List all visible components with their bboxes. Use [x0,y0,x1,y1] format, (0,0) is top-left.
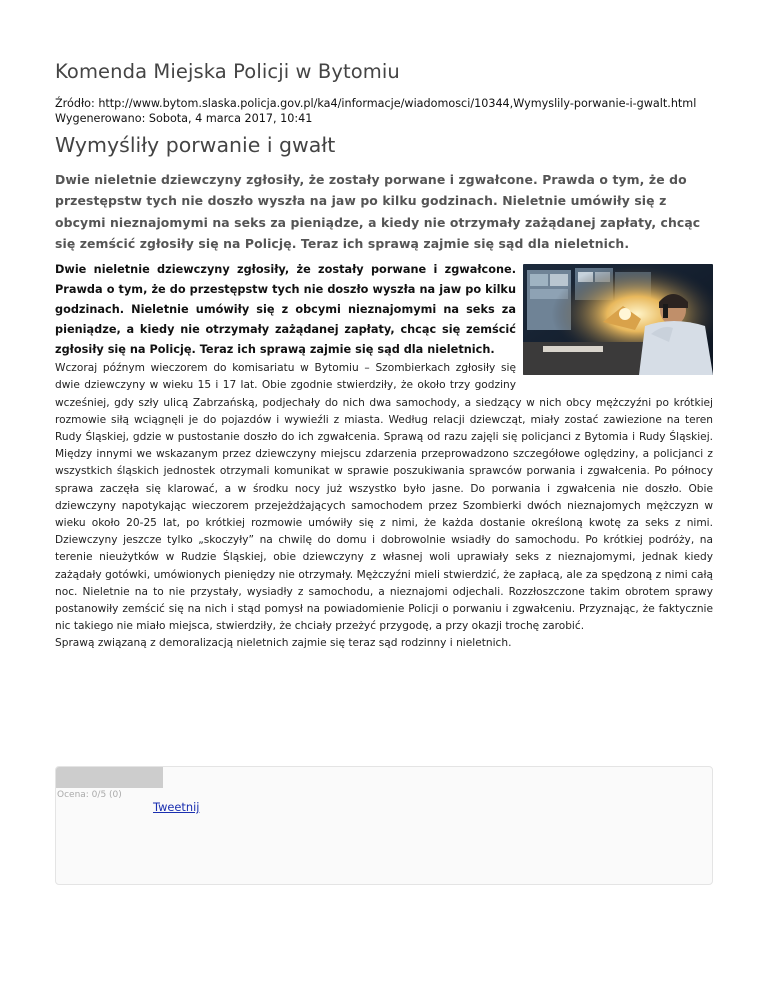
article-closing: Sprawą związaną z demoralizacją nieletnich zajmie się teraz sąd rodzinny i nieletnich. [55,637,512,650]
rating-label: Ocena: 0/5 (0) [57,790,122,800]
article-body-text: Wczoraj późnym wieczorem do komisariatu w Bytomiu – Szombierkach zgłosiły się dwie dziewczyny w wieku 15 i 17 lat. Obie zgodnie stwierdziły, że około trzy godziny wcześniej, gdy szły ulicą Zabrzańską, podjechały do nich dwa samochody, a siedzący w nich obcy mężczyźni po krótkiej rozmowie siłą wciągnęli je do pojazdów i wywieźli z miasta. Według relacji dziewcząt, miały zostać zawiezione na teren Rudy Śląskiej, gdzie w pustostanie doszło do ich zgwałcenia. Sprawą od razu zajęli się policjanci z Bytomia i Rudy Śląskiej. Między innymi we wskazanym przez dziewczyny miejscu zdarzenia przeprowadzono szczegółowe oględziny, a policjanci z wszystkich śląskich jednostek otrzymali komunikat w sprawie poszukiwania sprawców porwania i zgwałcenia. Po północy sprawa zaczęła się klarować, a w środku nocy już wszystko było jasne. Do porwania i zgwałcenia nie doszło. Obie dziewczyny napotykając wieczorem przejeżdżających samochodem przez Szombierki dwóch nieznajomych mężczyzn w wieku około 20-25 lat, po krótkiej rozmowie umówiły się z nimi, że każda dostanie określoną kwotę za seks z nimi. Dziewczyny jeszcze tylko „skoczyły” na chwilę do domu i dobrowolnie wsiadły do samochodu. Po krótkiej podróży, na terenie nieużytków w Rudzie Śląskiej, obie dziewczyny z własnej woli uprawiały seks z nieznajomymi, jednak kiedy zażądały gotówki, umówionych pieniędzy nie otrzymały. Mężczyźni mieli stwierdzić, że zapłacą, ale za spędzoną z nimi całą noc. Nieletnie na to nie przystały, wysiadły z samochodu, a nieznajomi odjechali. Rozzłoszczone takim obrotem sprawy postanowiły zemścić się na nich i stąd pomysł na powiadomienie Policji o porwaniu i zgwałceniu. Przyznając, że faktycznie nic takiego nie miało miejsca, stwierdziły, że chciały przeżyć przygodę, a przy okazji trochę zarobić. [55,362,713,633]
site-title: Komenda Miejska Policji w Bytomiu [55,60,400,83]
article-lead: Dwie nieletnie dziewczyny zgłosiły, że zostały porwane i zgwałcone. Prawda o tym, że do przestępstw tych nie doszło wyszła na jaw po kilku godzinach. Nieletnie umówiły się z obcymi nieznajomymi na seks za pieniądze, a kiedy nie otrzymały zażądanej zapłaty, chcąc się zemścić zgłosiły się na Policję. Teraz ich sprawą zajmie się sąd dla nieletnich. [55,172,701,251]
article-intro: Dwie nieletnie dziewczyny zgłosiły, że zostały porwane i zgwałcone. Prawda o tym, że do przestępstw tych nie doszło wyszła na jaw po kilku godzinach. Nieletnie umówiły się z obcymi nieznajomymi na seks za pieniądze, a kiedy nie otrzymały zażądanej zapłaty, chcąc się zemścić zgłosiły się na Policję. Teraz ich sprawą zajmie się sąd dla nieletnich. [55,263,516,357]
rating-panel [55,766,713,885]
article-title: Wymyśliły porwanie i gwałt [55,133,336,157]
document-meta [55,96,713,126]
generated-line: Wygenerowano: Sobota, 4 marca 2017, 10:41 [55,112,313,125]
article-photo [523,264,713,375]
photo-illustration [523,264,713,375]
source-line: Źródło: http://www.bytom.slaska.policja.gov.pl/ka4/informacje/wiadomosci/10344,Wymyslily-porwanie-i-gwalt.html [55,97,697,110]
article-body [55,260,713,652]
tweet-link[interactable]: Tweetnij [153,800,200,814]
rating-stars-bar[interactable] [56,767,163,788]
article-page [55,60,713,653]
